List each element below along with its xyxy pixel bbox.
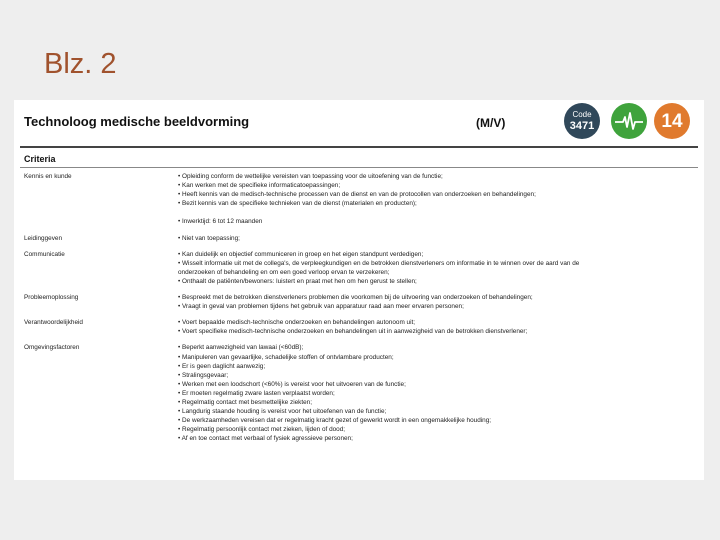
criteria-label: Kennis en kunde — [24, 173, 72, 180]
job-description-document — [14, 100, 704, 480]
number-badge: 14 — [654, 103, 690, 139]
criteria-row — [14, 234, 704, 243]
criteria-label: Verantwoordelijkheid — [24, 319, 83, 327]
criteria-row — [14, 250, 704, 286]
criteria-item: • Beperkt aanwezigheid van lawaai (<60dB); — [178, 344, 304, 352]
criteria-item: onderzoeken of behandeling en om een goed verloop ervan te verzekeren; — [178, 268, 390, 276]
criteria-item: • Regelmatig persoonlijk contact met zieken, lijden of dood; — [178, 426, 346, 434]
criteria-item: • Er moeten regelmatig zware lasten verplaatst worden; — [178, 389, 335, 397]
criteria-label: Leidinggeven — [24, 234, 63, 242]
code-value: 3471 — [569, 119, 595, 132]
criteria-divider — [20, 167, 698, 168]
criteria-item: • Onthaalt de patiënten/bewoners: luistert en praat met hen om hen gerust te stellen; — [178, 277, 417, 285]
criteria-item: • Bezit kennis van de specifieke technieken van de dienst (materialen en producten); — [178, 200, 417, 208]
criteria-header: Criteria — [24, 154, 56, 164]
criteria-table — [14, 172, 704, 443]
criteria-item: • Bespreekt met de betrokken dienstverleners problemen die voorkomen bij de uitvoering van onderzoeken of behandelingen; — [178, 294, 533, 302]
criteria-item — [178, 208, 696, 217]
criteria-row — [14, 343, 704, 443]
criteria-label: Probleemoplossing — [24, 294, 79, 302]
criteria-label: Omgevingsfactoren — [24, 344, 80, 352]
criteria-item: • De werkzaamheden vereisen dat er regelmatig kracht gezet of gewerkt wordt in een ongemakkelijke houding; — [178, 417, 492, 425]
criteria-item: • Voert bepaalde medisch-technische onderzoeken en behandelingen autonoom uit; — [178, 319, 416, 327]
criteria-item: • Wisselt informatie uit met de collega's, de verpleegkundigen en de betrokken dienstverleners om informatie in te winnen over de aard van de — [178, 259, 580, 267]
criteria-item: • Voert specifieke medisch-technische onderzoeken en behandelingen uit in aanwezigheid van de betrokken dienstverlener; — [178, 328, 528, 336]
criteria-item: • Stralingsgevaar; — [178, 371, 229, 379]
criteria-item: • Kan werken met de specifieke informaticatoepassingen; — [178, 182, 341, 190]
heartbeat-icon — [611, 103, 647, 139]
criteria-label: Communicatie — [24, 250, 65, 258]
criteria-item: • Af en toe contact met verbaal of fysiek agressieve personen; — [178, 435, 353, 443]
header-divider — [20, 146, 698, 148]
criteria-item: • Langdurig staande houding is vereist voor het uitoefenen van de functie; — [178, 408, 387, 416]
criteria-item: • Opleiding conform de wettelijke vereisten van toepassing voor de uitoefening van de functie; — [178, 173, 443, 180]
code-label: Code — [572, 109, 592, 119]
slide-title: Blz. 2 — [44, 48, 117, 80]
criteria-row — [14, 172, 704, 227]
criteria-item: • Vraagt in geval van problemen tijdens het gebruik van apparatuur raad aan meer ervaren personen; — [178, 303, 464, 311]
criteria-item: • Manipuleren van gevaarlijke, schadelijke stoffen of ontvlambare producten; — [178, 353, 394, 361]
code-badge — [564, 103, 600, 139]
criteria-item: • Regelmatig contact met besmettelijke ziekten; — [178, 398, 313, 406]
criteria-item: • Er is geen daglicht aanwezig; — [178, 362, 266, 370]
criteria-item: • Werken met een loodschort (<60%) is vereist voor het uitvoeren van de functie; — [178, 380, 406, 388]
gender-label: (M/V) — [476, 116, 506, 130]
criteria-item: • Niet van toepassing; — [178, 234, 240, 242]
criteria-item: • Inwerktijd: 6 tot 12 maanden — [178, 218, 263, 226]
criteria-item: • Heeft kennis van de medisch-technische processen van de dienst en van de protocollen van onderzoeken en behandelingen; — [178, 191, 536, 199]
criteria-row — [14, 293, 704, 311]
criteria-row — [14, 318, 704, 336]
criteria-item: • Kan duidelijk en objectief communiceren in groep en het eigen standpunt verdedigen; — [178, 250, 424, 258]
job-title: Technoloog medische beeldvorming — [24, 114, 250, 129]
